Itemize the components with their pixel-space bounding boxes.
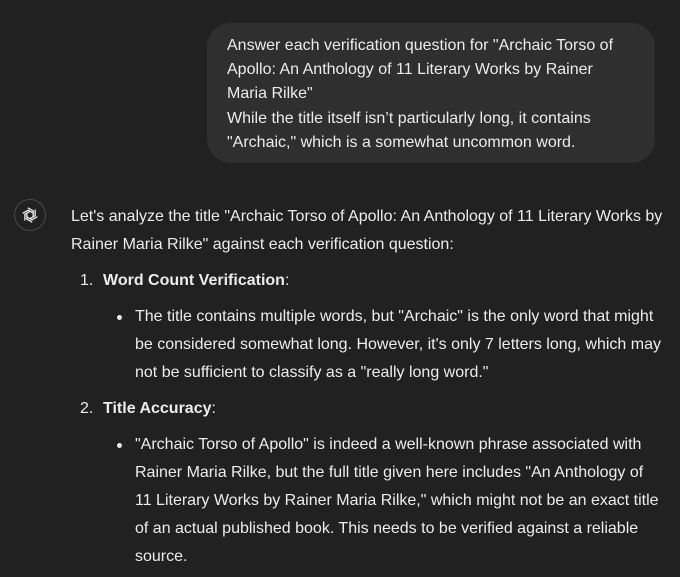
- bullet-dot: [117, 315, 122, 320]
- bullet-item: [71, 303, 671, 387]
- list-item-number: 1.: [80, 272, 94, 289]
- user-message-line-1: Answer each verification question for "Archaic Torso of Apollo: An Anthology of 11 Literary Works by Rainer Maria Rilke": [227, 37, 614, 103]
- user-message-bubble: [207, 23, 655, 163]
- bullet-dot: [117, 443, 122, 448]
- list-item: [71, 267, 671, 295]
- list-item-suffix: :: [211, 400, 216, 417]
- assistant-avatar: [14, 199, 46, 231]
- list-item-suffix: :: [284, 272, 290, 289]
- assistant-intro: Let's analyze the title "Archaic Torso of Apollo: An Anthology of 11 Literary Works by Rainer Maria Rilke" against each verification question:: [71, 208, 663, 253]
- user-message-line-2: While the title itself isn’t particularly long, it contains "Archaic," which is a somewhat uncommon word.: [227, 109, 591, 151]
- list-item-title: Title Accuracy: [103, 400, 212, 417]
- bullet-item: [71, 431, 671, 571]
- assistant-message: [71, 203, 671, 571]
- openai-logo-icon: [20, 205, 40, 225]
- bullet-text: The title contains multiple words, but "Archaic" is the only word that might be considered somewhat long. However, it's only 7 letters long, which may not be sufficient to classify as a "really long word.": [135, 308, 661, 381]
- list-item-title: Word Count Verification: [103, 272, 285, 289]
- list-item: [71, 395, 671, 423]
- list-item-number: 2.: [80, 400, 94, 417]
- bullet-text: "Archaic Torso of Apollo" is indeed a well-known phrase associated with Rainer Maria Rilke, but the full title given here includes "An Anthology of 11 Literary Works by Rainer Maria Rilke," which might not be an exact title of an actual published book. This needs to be verified against a reliable source.: [135, 436, 659, 565]
